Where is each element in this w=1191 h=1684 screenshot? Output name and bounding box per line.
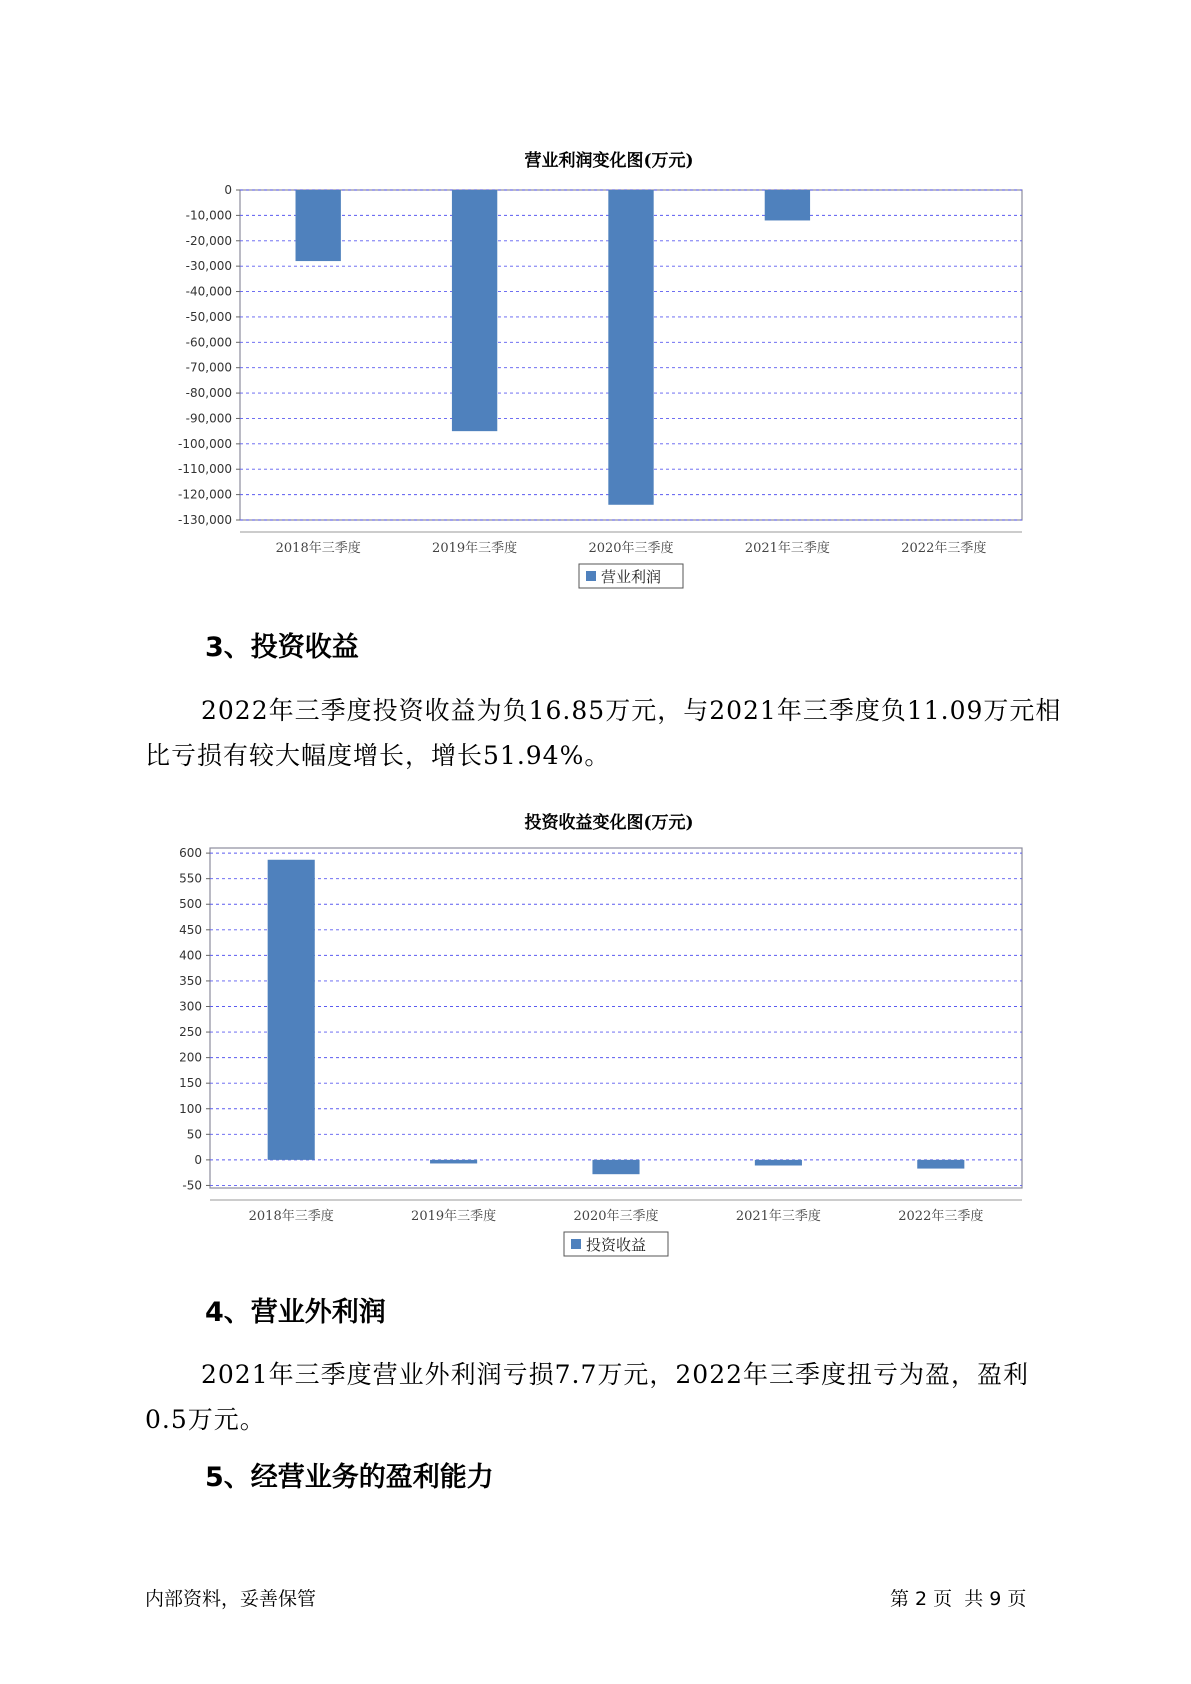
chart1-x-tick-label: 2019年三季度 bbox=[432, 541, 518, 556]
chart2-y-tick-label: 350 bbox=[179, 973, 202, 988]
chart1-y-tick-label: -100,000 bbox=[178, 436, 232, 451]
chart2-x-tick-label: 2020年三季度 bbox=[573, 1209, 659, 1224]
footer-confidential-note: 内部资料，妥善保管 bbox=[145, 1588, 317, 1610]
chart1-legend-label: 营业利润 bbox=[601, 568, 662, 586]
chart2-bar bbox=[755, 1160, 802, 1166]
chart1-y-tick-label: -80,000 bbox=[185, 386, 232, 401]
chart1-x-tick-label: 2021年三季度 bbox=[744, 541, 830, 556]
chart2-y-tick-label: 150 bbox=[179, 1076, 202, 1091]
chart2-x-tick-label: 2021年三季度 bbox=[735, 1209, 821, 1224]
chart2-plot-area bbox=[210, 848, 1022, 1188]
chart1-x-tick-label: 2022年三季度 bbox=[901, 541, 987, 556]
chart1-y-tick-label: -40,000 bbox=[185, 284, 232, 299]
chart2-legend-label: 投资收益 bbox=[586, 1236, 647, 1254]
chart2-x-tick-label: 2022年三季度 bbox=[898, 1209, 984, 1224]
chart2-y-tick-label: 600 bbox=[179, 846, 202, 861]
chart1-y-tick-label: -130,000 bbox=[178, 513, 232, 527]
chart2-bar bbox=[268, 860, 315, 1160]
chart2-bar bbox=[917, 1160, 964, 1169]
chart2-y-tick-label: 500 bbox=[179, 897, 202, 912]
chart1-x-tick-label: 2018年三季度 bbox=[275, 541, 361, 556]
footer-page-number: 第 2 页 共 9 页 bbox=[890, 1588, 1027, 1610]
chart1-y-tick-label: -110,000 bbox=[178, 462, 232, 477]
chart1-x-tick-label: 2020年三季度 bbox=[588, 541, 674, 556]
section-paragraph-non-operating-profit: 2021年三季度营业外利润亏损7.7万元，2022年三季度扭亏为盈，盈利0.5万元。 bbox=[145, 1360, 1030, 1434]
chart2-y-tick-label: 100 bbox=[179, 1101, 202, 1116]
chart2-bar bbox=[592, 1160, 639, 1174]
chart1-y-tick-label: -90,000 bbox=[185, 411, 232, 426]
chart2-y-tick-label: 450 bbox=[179, 922, 202, 937]
chart1-y-tick-label: -60,000 bbox=[185, 335, 232, 350]
section-heading-non-operating-profit: 4、营业外利润 bbox=[205, 1297, 386, 1328]
chart1-y-tick-label: -120,000 bbox=[178, 487, 232, 502]
chart2-y-tick-label: 0 bbox=[194, 1152, 202, 1167]
chart2-y-tick-label: 200 bbox=[179, 1050, 202, 1065]
chart1-y-tick-label: -30,000 bbox=[185, 259, 232, 274]
chart2-y-tick-label: 250 bbox=[179, 1025, 202, 1040]
chart2-y-tick-label: 550 bbox=[179, 871, 202, 886]
section-heading-investment-income: 3、投资收益 bbox=[205, 632, 359, 663]
chart1-y-tick-label: -70,000 bbox=[185, 360, 232, 375]
chart1-y-tick-label: -50,000 bbox=[185, 309, 232, 324]
chart2-y-tick-label: 400 bbox=[179, 948, 202, 963]
chart2-legend-swatch bbox=[571, 1239, 581, 1249]
chart1-y-tick-label: -10,000 bbox=[185, 208, 232, 223]
chart1-y-tick-label: -20,000 bbox=[185, 233, 232, 248]
chart2-y-tick-label: -50 bbox=[182, 1178, 202, 1193]
chart2-x-tick-label: 2019年三季度 bbox=[411, 1209, 497, 1224]
chart2-title: 投资收益变化图(万元) bbox=[524, 813, 694, 833]
section-heading-profitability: 5、经营业务的盈利能力 bbox=[205, 1462, 494, 1493]
chart1-y-tick-label: 0 bbox=[224, 183, 232, 197]
chart2-y-tick-label: 50 bbox=[186, 1127, 202, 1142]
chart2-y-tick-label: 300 bbox=[179, 999, 202, 1014]
section-paragraph-investment-income: 2022年三季度投资收益为负16.85万元，与2021年三季度负11.09万元相比亏损有较大幅度增长，增长51.94%。 bbox=[145, 696, 1062, 770]
chart1-title: 营业利润变化图(万元) bbox=[524, 151, 694, 171]
chart2-x-tick-label: 2018年三季度 bbox=[248, 1209, 334, 1224]
chart2-bar bbox=[430, 1160, 477, 1164]
